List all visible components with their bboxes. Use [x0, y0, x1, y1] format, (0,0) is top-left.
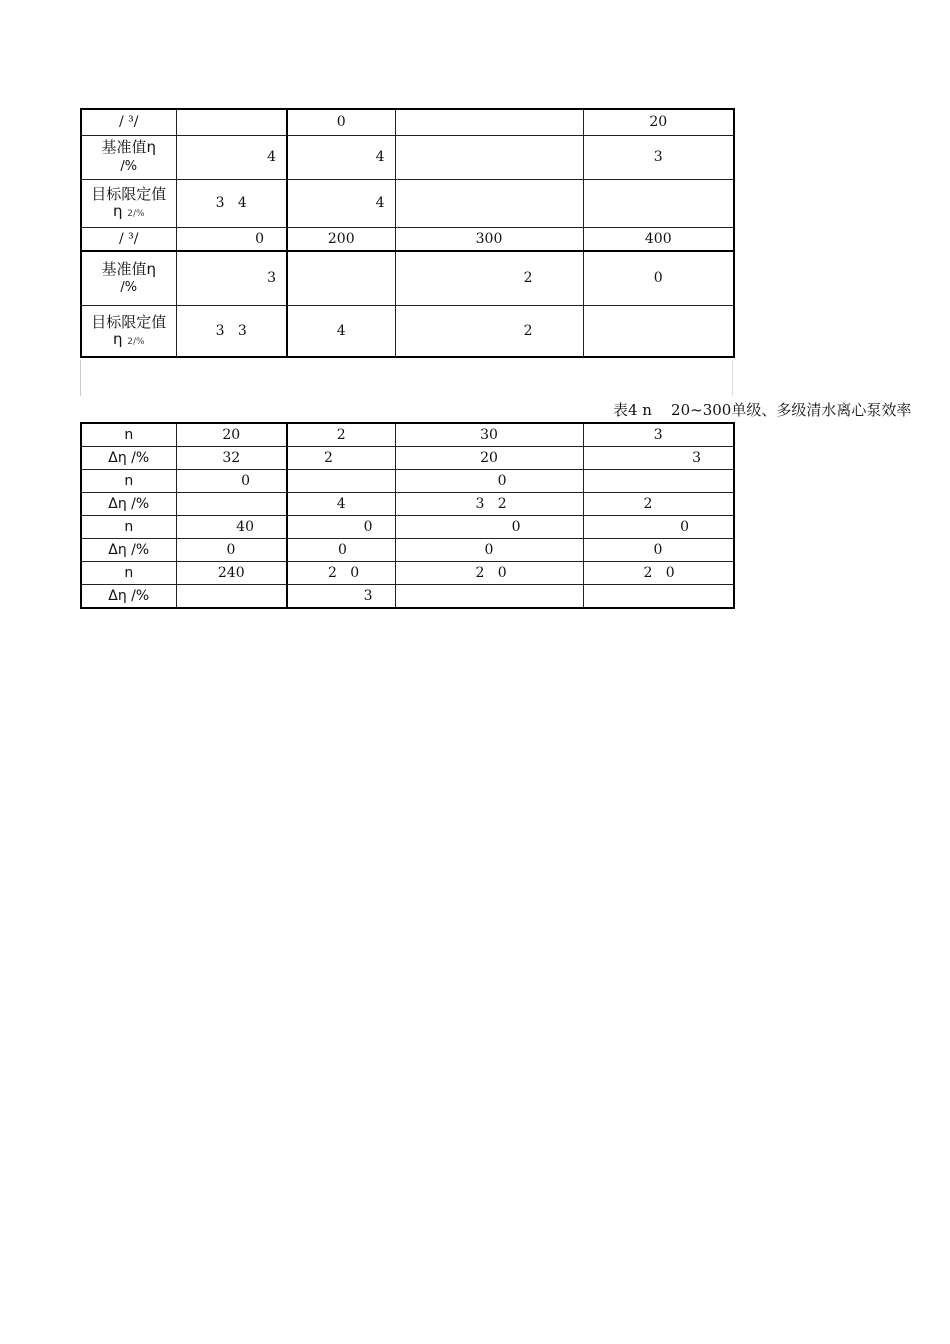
table-cell: 400	[583, 227, 734, 251]
table-cell	[583, 305, 734, 357]
table-cell: 200	[287, 227, 395, 251]
table-cell: 3	[583, 423, 734, 447]
table-cell: 0	[176, 470, 287, 493]
baseline-label: 基准值η	[101, 138, 156, 157]
table-cell: 2	[395, 305, 583, 357]
table-row	[81, 109, 734, 135]
table-row	[81, 562, 734, 585]
table-row	[81, 493, 734, 516]
efficiency-table-top	[80, 108, 735, 358]
table-cell	[583, 470, 734, 493]
table-cell: 0	[287, 516, 395, 539]
table-cell	[395, 135, 583, 179]
table-cell	[176, 493, 287, 516]
table-cell: 4	[287, 493, 395, 516]
table-cell	[287, 251, 395, 305]
table-row	[81, 179, 734, 227]
divider	[732, 360, 733, 396]
table-cell: 3 3	[176, 305, 287, 357]
row-label: / ³/	[81, 227, 176, 251]
table-cell: 3	[583, 447, 734, 470]
table-cell: 20	[176, 423, 287, 447]
table-cell: 4	[287, 179, 395, 227]
row-label: n	[81, 470, 176, 493]
table-row	[81, 251, 734, 305]
table-cell: 0	[395, 539, 583, 562]
table-cell: 2 0	[583, 562, 734, 585]
row-label: n	[81, 516, 176, 539]
divider	[80, 360, 81, 396]
table-row	[81, 447, 734, 470]
unit-label: 2/%	[127, 209, 145, 219]
row-label	[81, 135, 176, 179]
row-label: Δη /%	[81, 447, 176, 470]
row-label	[81, 179, 176, 227]
unit-label: /%	[120, 279, 138, 295]
eta-symbol: η	[112, 329, 123, 348]
table-cell: 0	[583, 251, 734, 305]
table-cell: 4	[287, 135, 395, 179]
table-cell: 0	[176, 539, 287, 562]
table-cell	[583, 585, 734, 609]
table-cell: 4	[176, 135, 287, 179]
table-row	[81, 516, 734, 539]
table-row	[81, 305, 734, 357]
table-cell: 3	[176, 251, 287, 305]
table-cell: 40	[176, 516, 287, 539]
table-cell	[395, 585, 583, 609]
table-cell: 0	[583, 516, 734, 539]
row-label: Δη /%	[81, 585, 176, 609]
table-cell: 0	[395, 516, 583, 539]
table-cell: 0	[395, 470, 583, 493]
table-cell	[395, 109, 583, 135]
unit-label: /%	[120, 158, 138, 174]
target-limit-label: 目标限定值	[91, 184, 167, 203]
table-row	[81, 585, 734, 609]
table-row	[81, 135, 734, 179]
table-cell: 3 4	[176, 179, 287, 227]
table-cell: 0	[583, 539, 734, 562]
table-cell: 3	[583, 135, 734, 179]
baseline-label: 基准值η	[101, 259, 156, 278]
table-cell: 20	[583, 109, 734, 135]
row-label	[81, 305, 176, 357]
table-cell	[583, 179, 734, 227]
table-cell: 32	[176, 447, 287, 470]
table-cell: 3 2	[395, 493, 583, 516]
table-cell: 2	[287, 447, 395, 470]
table-cell	[176, 109, 287, 135]
row-label: n	[81, 423, 176, 447]
row-label: n	[81, 562, 176, 585]
table-caption: 表4 n 20~300单级、多级清水离心泵效率	[613, 401, 912, 419]
target-limit-label: 目标限定值	[91, 312, 167, 331]
table-cell: 240	[176, 562, 287, 585]
table-cell: 30	[395, 423, 583, 447]
row-label: Δη /%	[81, 539, 176, 562]
eta-symbol: η	[112, 202, 123, 220]
table-cell	[176, 585, 287, 609]
table-cell: 2	[395, 251, 583, 305]
table-cell: 20	[395, 447, 583, 470]
table-row	[81, 470, 734, 493]
row-label: Δη /%	[81, 493, 176, 516]
table-cell: 0	[287, 109, 395, 135]
row-label	[81, 251, 176, 305]
table-cell: 2 0	[287, 562, 395, 585]
table-cell: 4	[287, 305, 395, 357]
efficiency-correction-table	[80, 422, 735, 609]
table-cell: 300	[395, 227, 583, 251]
table-row	[81, 423, 734, 447]
table-cell	[287, 470, 395, 493]
table-cell: 2 0	[395, 562, 583, 585]
table-cell: 0	[176, 227, 287, 251]
table-cell: 3	[287, 585, 395, 609]
table-cell	[395, 179, 583, 227]
table-row	[81, 539, 734, 562]
table-row	[81, 227, 734, 251]
unit-label: 2/%	[127, 336, 145, 347]
row-label: / ³/	[81, 109, 176, 135]
table-cell: 2	[583, 493, 734, 516]
table-cell: 0	[287, 539, 395, 562]
table-cell: 2	[287, 423, 395, 447]
